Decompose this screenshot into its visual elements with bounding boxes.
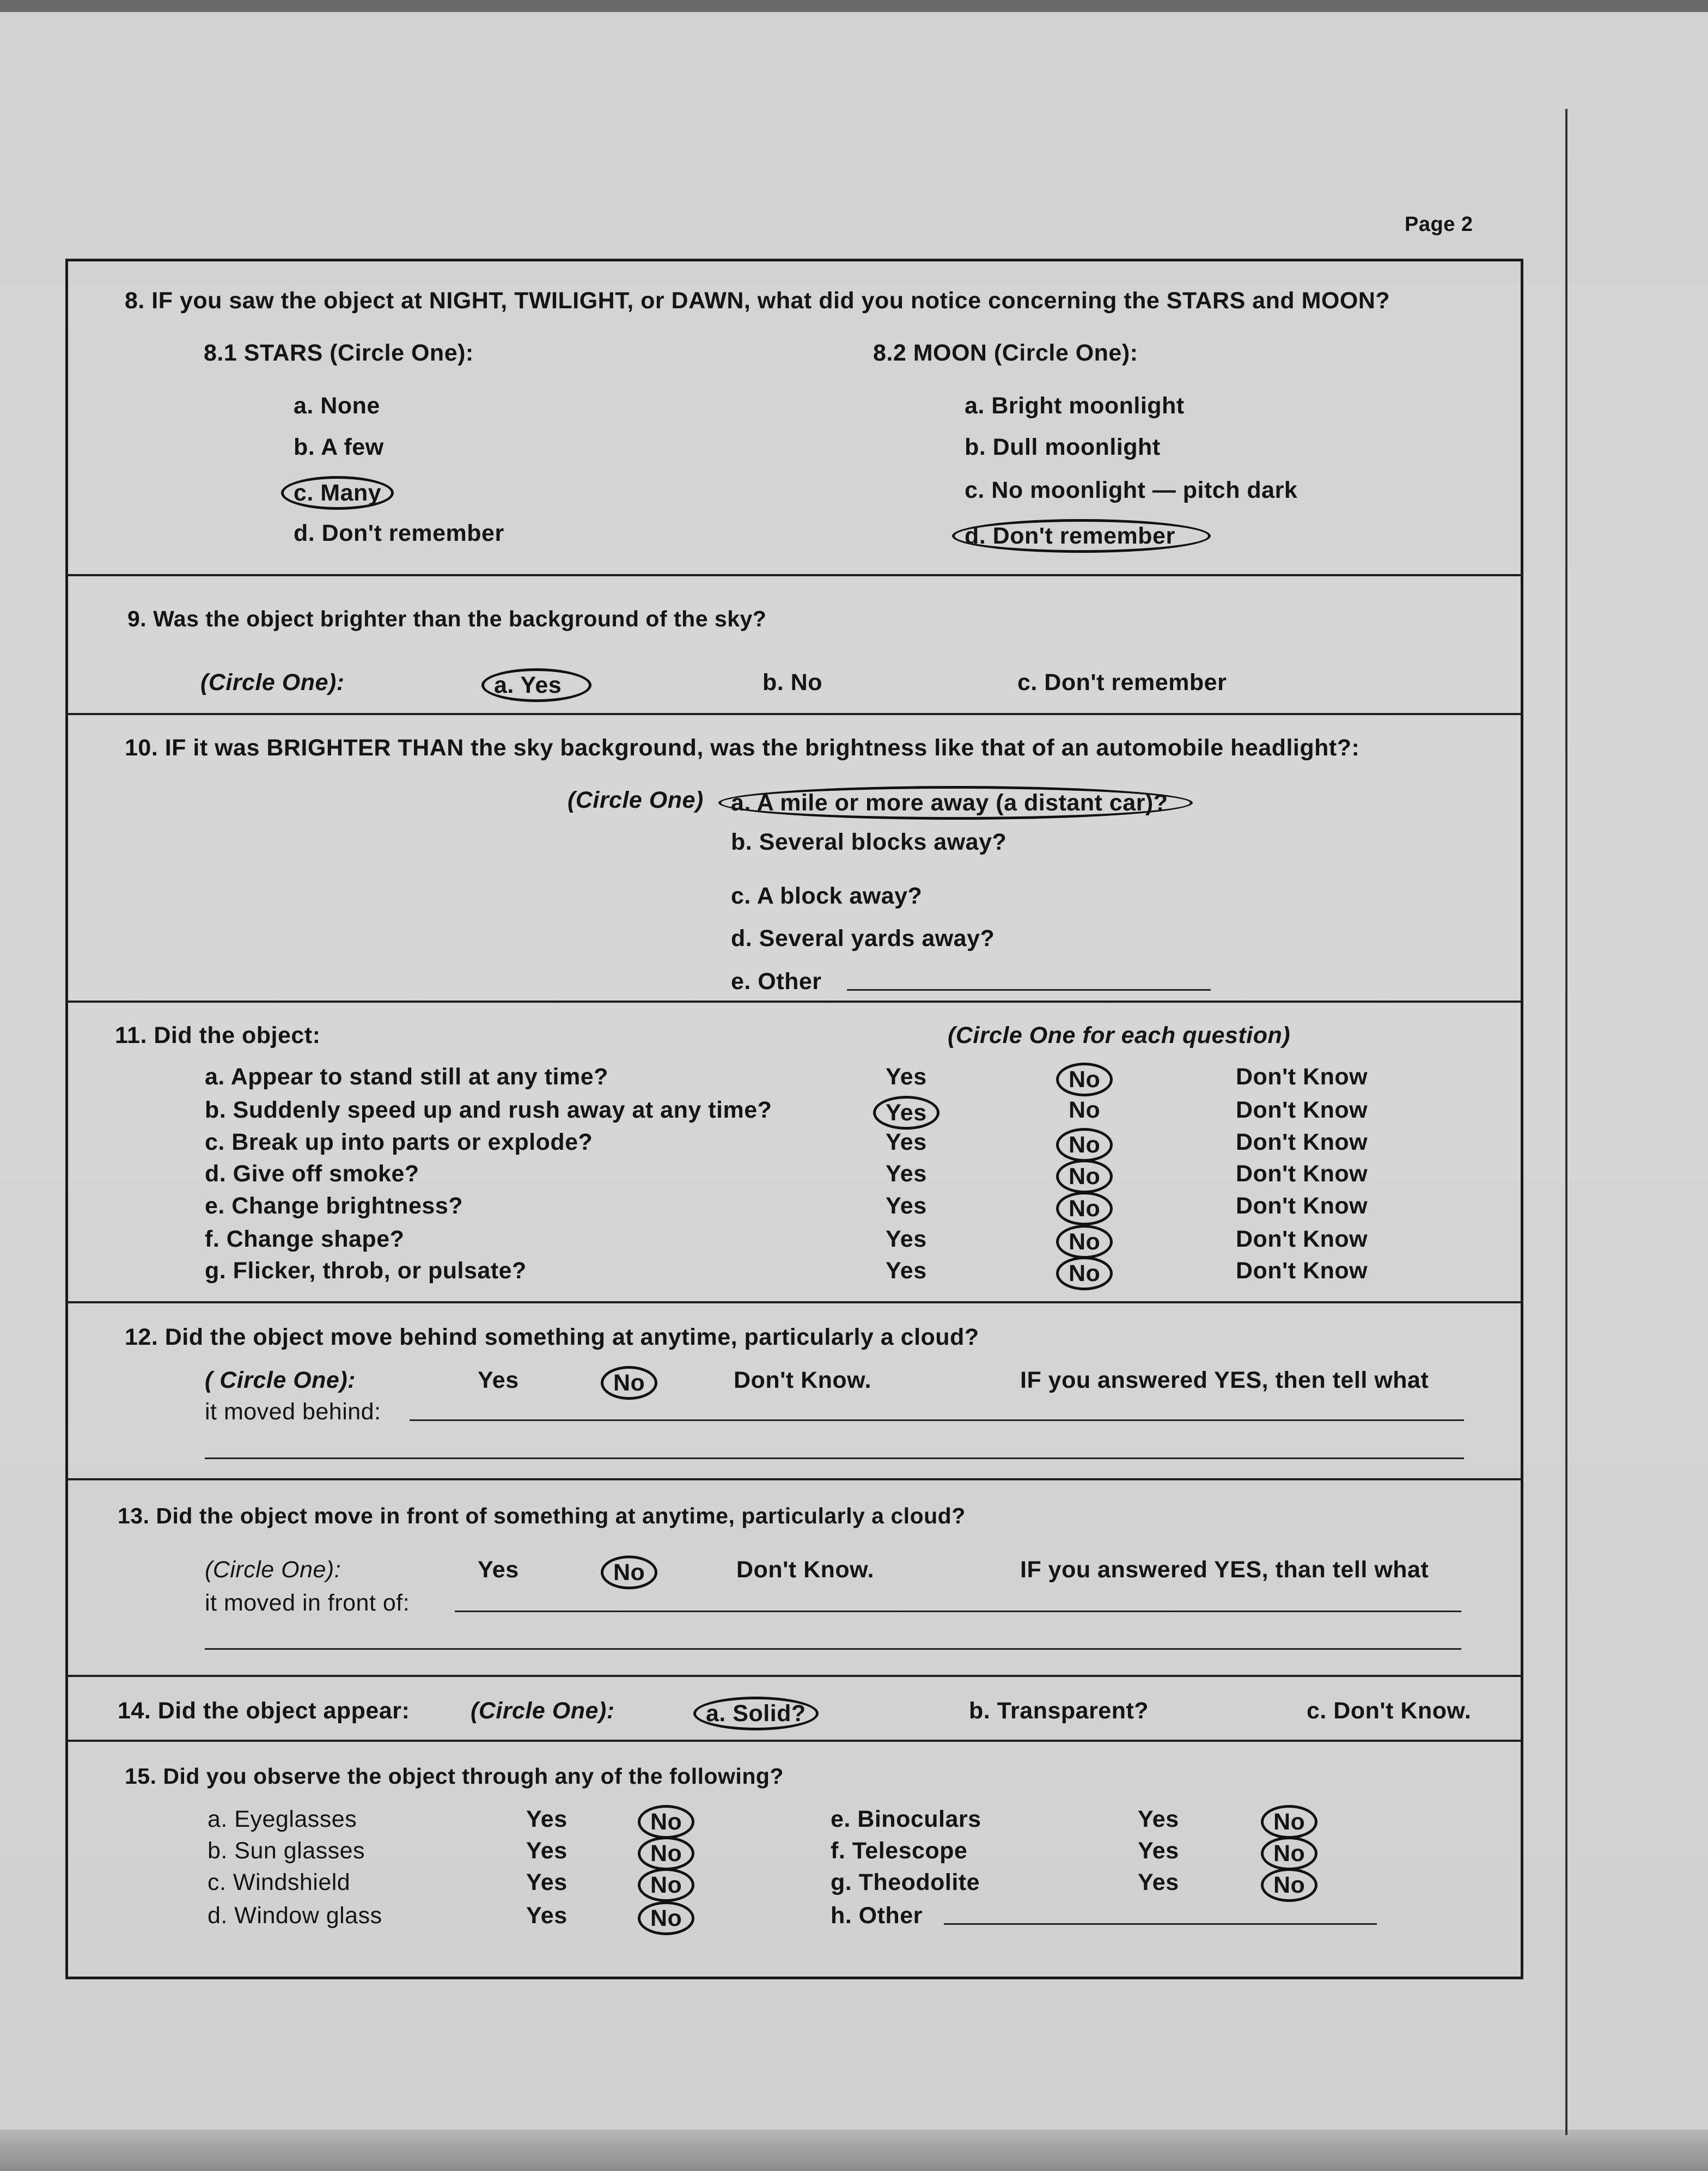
q11-choice[interactable]: No [1069,1097,1101,1123]
moon-option[interactable]: c. No moonlight — pitch dark [965,477,1298,503]
page-number: Page 2 [1405,213,1473,236]
q13-no-selected[interactable]: No [601,1556,657,1589]
q14-circle-one: (Circle One): [471,1698,615,1724]
q11-choice-selected[interactable]: No [1056,1225,1113,1259]
moon-option[interactable]: a. Bright moonlight [965,393,1185,419]
q14-option-selected[interactable]: a. Solid? [693,1697,819,1730]
q10-option[interactable]: d. Several yards away? [731,925,995,952]
q10-other-field[interactable] [847,989,1211,991]
q11-choice[interactable]: Yes [886,1193,927,1219]
q13-circle-one: (Circle One): [205,1557,341,1583]
q11-choice[interactable]: Don't Know [1236,1226,1368,1252]
q15-no-selected[interactable]: No [638,1868,694,1902]
moon-option-selected[interactable]: d. Don't remember [952,519,1211,553]
q11-choice[interactable]: Don't Know [1236,1161,1368,1187]
q13-follow-field[interactable] [455,1611,1461,1612]
q9-option[interactable]: c. Don't remember [1017,669,1227,696]
q11-item-label: f. Change shape? [205,1226,405,1252]
q12-circle-one: ( Circle One): [205,1367,356,1393]
q12-question: 12. Did the object move behind something at anytime, particularly a cloud? [125,1324,979,1350]
q11-choice[interactable]: Don't Know [1236,1129,1368,1155]
q15-item-label: a. Eyeglasses [208,1806,357,1832]
q12-no-selected[interactable]: No [601,1366,657,1400]
q15-other-field[interactable] [944,1923,1377,1925]
q11-item-label: b. Suddenly speed up and rush away at any time? [205,1097,772,1123]
q11-choice[interactable]: Yes [886,1258,927,1284]
q12-if-yes: IF you answered YES, then tell what [1020,1367,1429,1393]
q14-question: 14. Did the object appear: [118,1698,410,1724]
q13-follow-label: it moved in front of: [205,1590,410,1616]
q15-yes[interactable]: Yes [526,1806,568,1832]
q15-other-label: h. Other [831,1902,923,1929]
q15-no-selected[interactable]: No [638,1805,694,1839]
q15-yes[interactable]: Yes [526,1869,568,1895]
q11-item-label: g. Flicker, throb, or pulsate? [205,1258,527,1284]
q11-choice[interactable]: Don't Know [1236,1193,1368,1219]
divider [65,1301,1523,1303]
q15-no-selected[interactable]: No [1261,1837,1317,1870]
q15-no-selected[interactable]: No [638,1837,694,1870]
q10-option[interactable]: e. Other [731,968,822,995]
stars-option[interactable]: a. None [294,393,380,419]
q13-dont-know[interactable]: Don't Know. [736,1557,874,1583]
q15-no-selected[interactable]: No [1261,1805,1317,1839]
q14-option[interactable]: b. Transparent? [969,1698,1149,1724]
q11-choice[interactable]: Yes [886,1161,927,1187]
divider [65,1740,1523,1742]
q11-question: 11. Did the object: [115,1022,321,1048]
q10-option[interactable]: b. Several blocks away? [731,829,1007,855]
q12-follow-field-2[interactable] [205,1458,1464,1459]
q11-choice[interactable]: Don't Know [1236,1097,1368,1123]
q13-follow-field-2[interactable] [205,1648,1461,1650]
q15-yes[interactable]: Yes [526,1902,568,1929]
q8-question: 8. IF you saw the object at NIGHT, TWILIGHT, or DAWN, what did you notice concerning the STARS and MOON? [125,288,1390,314]
q11-item-label: d. Give off smoke? [205,1161,419,1187]
q11-choice-selected[interactable]: No [1056,1257,1113,1290]
q10-circle-one: (Circle One) [568,787,704,813]
q15-question: 15. Did you observe the object through any of the following? [125,1764,784,1789]
scan-edge-bottom [0,2130,1708,2171]
q15-item-label: e. Binoculars [831,1806,981,1832]
q11-choice[interactable]: Yes [886,1226,927,1252]
q11-choice[interactable]: Don't Know [1236,1258,1368,1284]
q11-item-label: e. Change brightness? [205,1193,463,1219]
q15-no-selected[interactable]: No [638,1901,694,1935]
q15-item-label: b. Sun glasses [208,1838,365,1864]
q11-choice-selected[interactable]: No [1056,1192,1113,1225]
q12-yes[interactable]: Yes [478,1367,519,1393]
divider [65,1001,1523,1003]
q15-yes[interactable]: Yes [526,1838,568,1864]
page-edge [1565,109,1567,2135]
q15-item-label: f. Telescope [831,1838,968,1864]
q13-yes[interactable]: Yes [478,1557,519,1583]
scan-edge-top [0,0,1708,12]
q15-yes[interactable]: Yes [1138,1806,1179,1832]
divider [65,1478,1523,1480]
q12-follow-field[interactable] [410,1419,1464,1421]
q11-choice[interactable]: Don't Know [1236,1064,1368,1090]
q11-item-label: a. Appear to stand still at any time? [205,1064,608,1090]
moon-option[interactable]: b. Dull moonlight [965,434,1161,460]
q14-option[interactable]: c. Don't Know. [1307,1698,1472,1724]
q11-choice-selected[interactable]: Yes [873,1096,940,1130]
q11-choice[interactable]: Yes [886,1129,927,1155]
q15-yes[interactable]: Yes [1138,1869,1179,1895]
q15-item-label: c. Windshield [208,1869,351,1895]
q15-yes[interactable]: Yes [1138,1838,1179,1864]
q12-dont-know[interactable]: Don't Know. [734,1367,871,1393]
stars-option[interactable]: d. Don't remember [294,520,504,546]
q10-option[interactable]: c. A block away? [731,883,923,909]
q11-item-label: c. Break up into parts or explode? [205,1129,593,1155]
q13-question: 13. Did the object move in front of something at anytime, particularly a cloud? [118,1503,966,1528]
q15-item-label: d. Window glass [208,1902,382,1929]
q11-choice-selected[interactable]: No [1056,1063,1113,1096]
q13-if-yes: IF you answered YES, than tell what [1020,1557,1429,1583]
q15-item-label: g. Theodolite [831,1869,980,1895]
q11-choice-selected[interactable]: No [1056,1128,1113,1162]
stars-option[interactable]: b. A few [294,434,384,460]
q9-option[interactable]: b. No [762,669,822,696]
divider [65,1675,1523,1677]
q12-follow-label: it moved behind: [205,1399,381,1425]
q9-circle-one: (Circle One): [200,669,345,696]
q9-question: 9. Was the object brighter than the background of the sky? [127,606,767,631]
divider [65,713,1523,715]
q9-option-selected[interactable]: a. Yes [481,668,591,702]
q8-stars-label: 8.1 STARS (Circle One): [204,340,474,366]
divider [65,574,1523,576]
q11-circle-one: (Circle One for each question) [948,1022,1291,1048]
q11-choice-selected[interactable]: No [1056,1160,1113,1193]
stars-option-selected[interactable]: c. Many [281,476,394,510]
q8-moon-label: 8.2 MOON (Circle One): [873,340,1138,366]
q10-option-selected[interactable]: a. A mile or more away (a distant car)? [718,786,1193,820]
q10-question: 10. IF it was BRIGHTER THAN the sky background, was the brightness like that of an automobile headlight?: [125,735,1360,761]
q11-choice[interactable]: Yes [886,1064,927,1090]
q15-no-selected[interactable]: No [1261,1868,1317,1902]
